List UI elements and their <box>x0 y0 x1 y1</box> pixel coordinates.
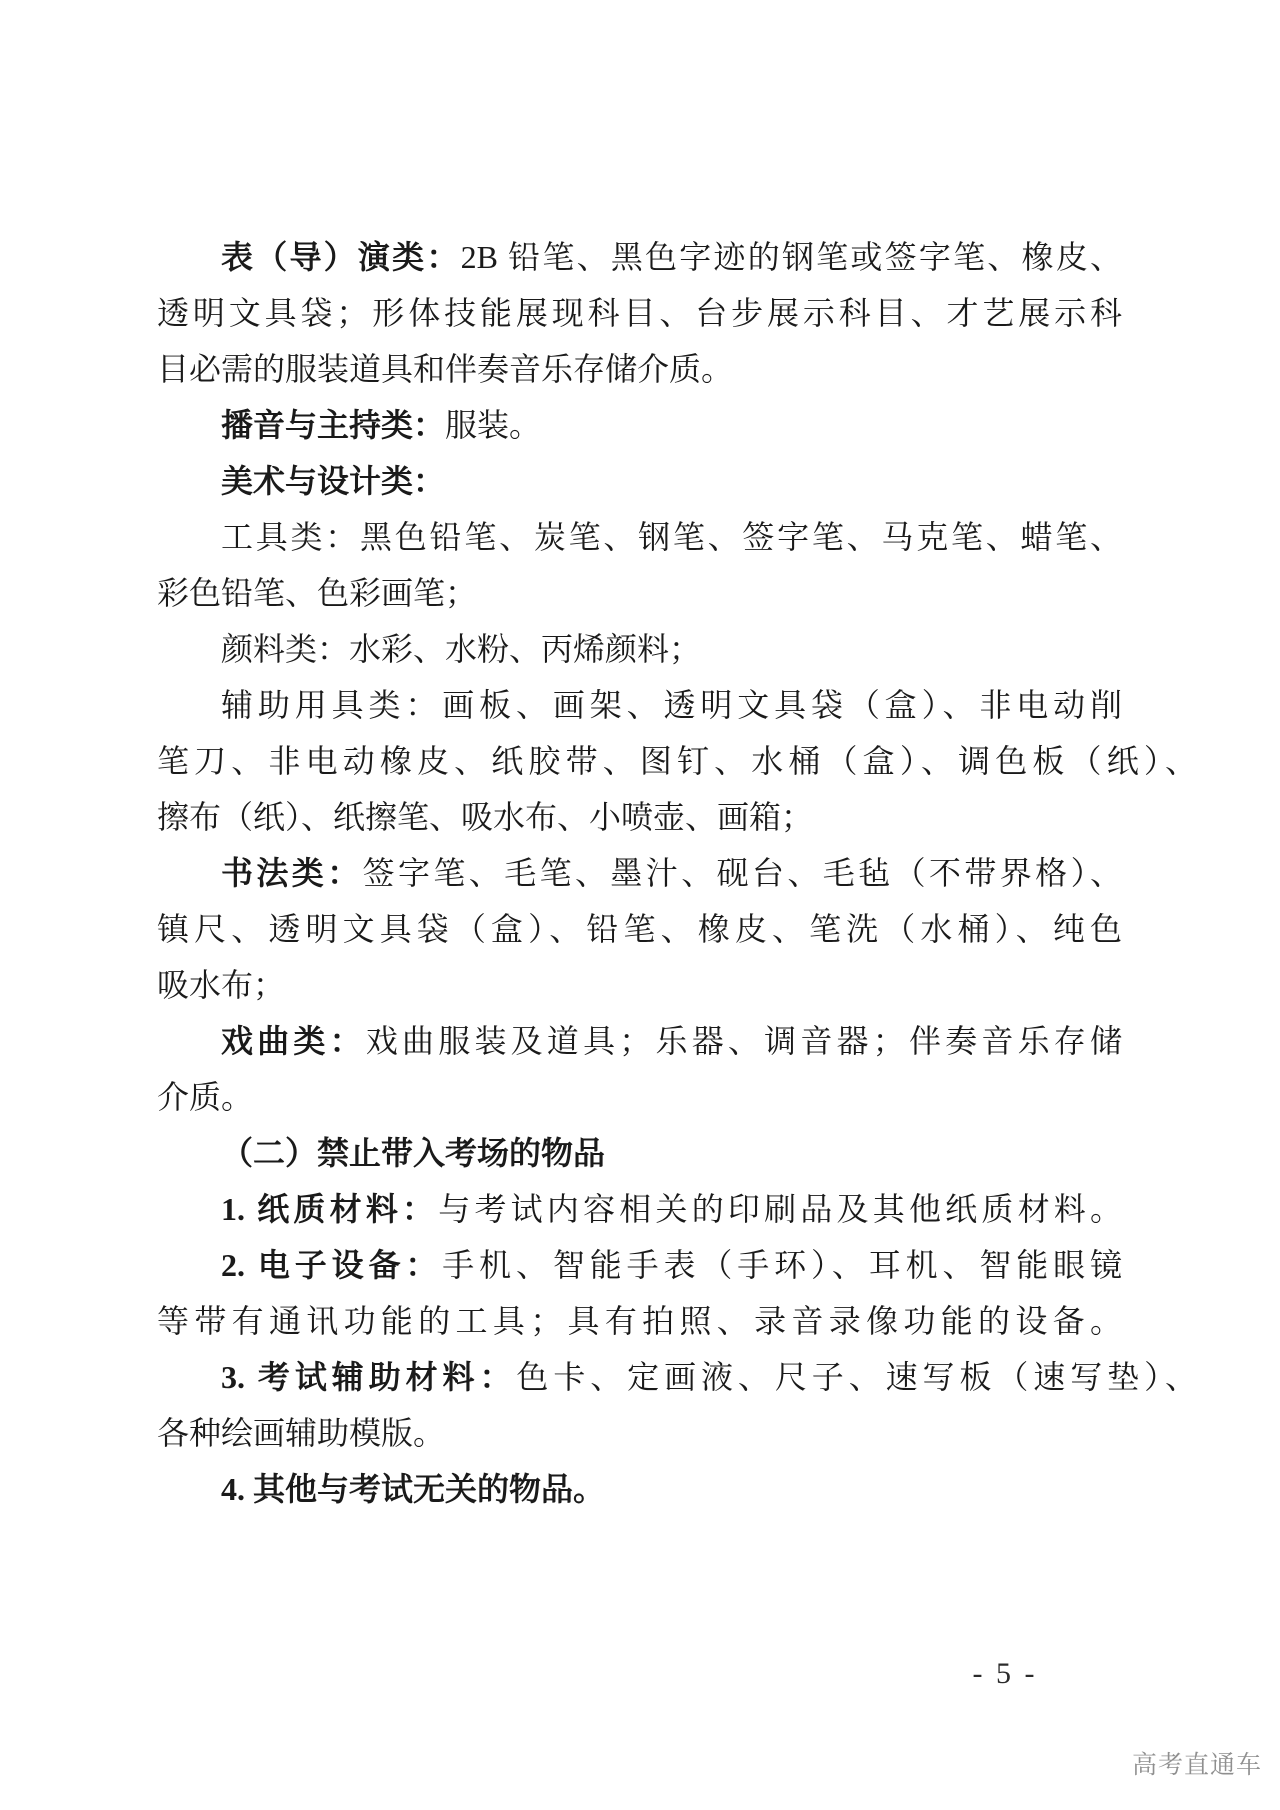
text-segment: 辅助用具类：画板、画架、透明文具袋（盒）、非电动削 <box>221 687 1122 723</box>
text-line <box>157 509 1122 565</box>
text-line <box>157 285 1122 341</box>
text-line <box>157 1293 1122 1349</box>
text-segment-bold: 书法类： <box>221 855 363 891</box>
text-line <box>157 1237 1122 1293</box>
text-segment: 颜料类：水彩、水粉、丙烯颜料； <box>221 631 702 667</box>
text-line <box>157 453 1122 509</box>
text-line <box>157 1461 1122 1517</box>
text-segment: 戏曲服装及道具；乐器、调音器；伴奏音乐存储 <box>365 1023 1122 1059</box>
text-line <box>157 1125 1122 1181</box>
text-line <box>157 789 1122 845</box>
text-segment: 透明文具袋；形体技能展现科目、台步展示科目、才艺展示科 <box>157 295 1122 331</box>
text-segment: 彩色铅笔、色彩画笔； <box>157 575 478 611</box>
text-segment: 擦布（纸）、纸擦笔、吸水布、小喷壶、画箱； <box>157 799 814 835</box>
text-segment-bold: 1. 纸质材料： <box>221 1191 439 1227</box>
text-line <box>157 1069 1122 1125</box>
text-segment: 手机、智能手表（手环）、耳机、智能眼镜 <box>442 1247 1122 1283</box>
text-line <box>157 901 1122 957</box>
text-segment: 镇尺、透明文具袋（盒）、铅笔、橡皮、笔洗（水桶）、纯色 <box>157 911 1122 947</box>
text-line <box>157 1181 1122 1237</box>
text-segment-bold: 3. 考试辅助材料： <box>221 1359 517 1395</box>
text-segment: 2B 铅笔、黑色字迹的钢笔或签字笔、橡皮、 <box>460 239 1122 275</box>
text-segment: 色卡、定画液、尺子、速写板（速写垫）、 <box>516 1359 1197 1395</box>
text-segment: 笔刀、非电动橡皮、纸胶带、图钉、水桶（盒）、调色板（纸）、 <box>157 743 1197 779</box>
text-line <box>157 565 1122 621</box>
text-segment-bold: 4. 其他与考试无关的物品。 <box>221 1471 606 1507</box>
text-segment-bold: 美术与设计类： <box>221 463 446 499</box>
text-segment: 等带有通讯功能的工具；具有拍照、录音录像功能的设备。 <box>157 1303 1122 1339</box>
text-line <box>157 229 1122 285</box>
text-segment-bold: 戏曲类： <box>221 1023 366 1059</box>
text-segment: 各种绘画辅助模版。 <box>157 1415 446 1451</box>
text-segment-bold: 播音与主持类： <box>221 407 446 443</box>
text-line <box>157 397 1122 453</box>
page-number: - 5 - <box>972 1657 1038 1690</box>
text-line <box>157 341 1122 397</box>
text-segment: 签字笔、毛笔、墨汁、砚台、毛毡（不带界格）、 <box>362 855 1122 891</box>
text-segment: 服装。 <box>445 407 542 443</box>
text-line <box>157 733 1197 789</box>
text-segment-bold: （二）禁止带入考场的物品 <box>221 1135 606 1171</box>
text-segment: 吸水布； <box>157 967 286 1003</box>
text-line <box>157 1013 1122 1069</box>
text-line <box>157 677 1122 733</box>
text-segment-bold: 2. 电子设备： <box>221 1247 443 1283</box>
watermark: 高考直通车 <box>1131 1752 1262 1779</box>
document-body <box>157 229 1197 1517</box>
text-line <box>157 845 1122 901</box>
text-segment: 与考试内容相关的印刷品及其他纸质材料。 <box>438 1191 1122 1227</box>
text-line <box>157 621 1122 677</box>
text-line <box>157 1405 1122 1461</box>
text-segment-bold: 表（导）演类： <box>221 239 461 275</box>
text-segment: 工具类：黑色铅笔、炭笔、钢笔、签字笔、马克笔、蜡笔、 <box>221 519 1122 555</box>
text-segment: 介质。 <box>157 1079 254 1115</box>
text-line <box>157 1349 1197 1405</box>
text-segment: 目必需的服装道具和伴奏音乐存储介质。 <box>157 351 734 387</box>
text-line <box>157 957 1122 1013</box>
